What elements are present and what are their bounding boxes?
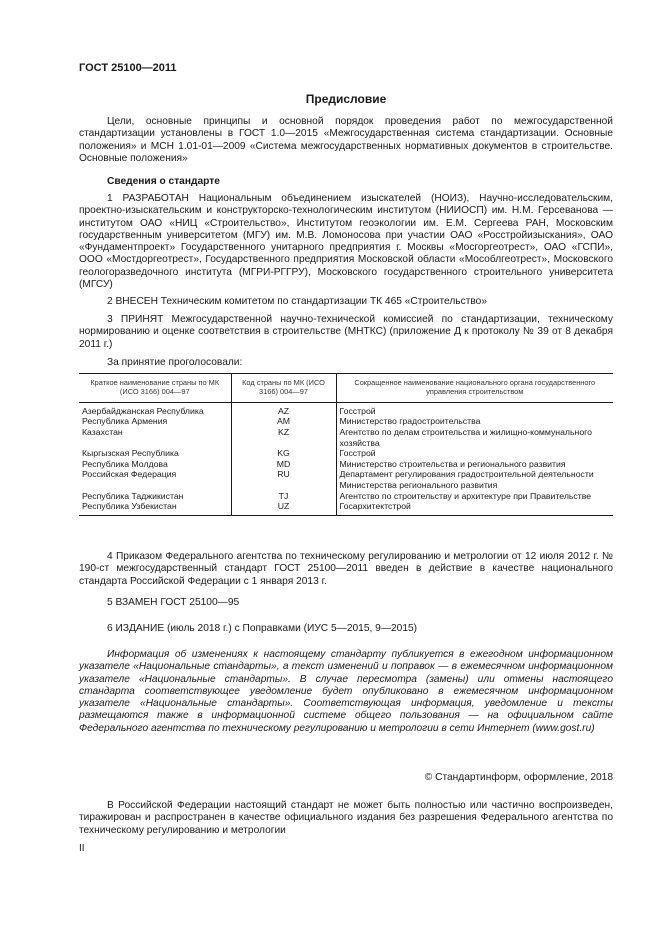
item-adopted: 3 ПРИНЯТ Межгосударственной научно-технической комиссией по стандартизации, техническому нормированию и оценке соответствия в строительстве (МНТКС) (приложение Д к протоколу № 39 от 8 декабря 2011 г.) bbox=[79, 314, 613, 350]
code-cell: TJ bbox=[231, 491, 336, 502]
country-cell: Республика Узбекистан bbox=[82, 501, 177, 512]
authority-cell: Госстрой bbox=[336, 448, 613, 459]
authority-cell: Госстрой bbox=[336, 402, 613, 416]
copyright: © Стандартинформ, оформление, 2018 bbox=[424, 772, 613, 783]
table-row bbox=[79, 459, 613, 470]
header-code: Код страны по МК (ИСО 3166) 004—97 bbox=[231, 374, 336, 403]
vote-caption: За принятие проголосовали: bbox=[107, 357, 243, 368]
authority-cell: Госархитектстрой bbox=[336, 501, 613, 515]
authority-cell: Агентство по строительству и архитектуре при Правительстве bbox=[336, 491, 613, 502]
item-order: 4 Приказом Федерального агентства по техническому регулированию и метрологии от 12 июля 2012 г. № 190-ст межгосударственный стандарт ГОСТ 25100—2011 введен в действие в качестве национального стандарта Российской Федерации с 1 января 2013 г. bbox=[79, 551, 613, 587]
code-cell: AM bbox=[231, 416, 336, 427]
item-introduced: 2 ВНЕСЕН Техническим комитетом по стандартизации ТК 465 «Строительство» bbox=[107, 296, 487, 307]
changes-notice: Информация об изменениях к настоящему стандарту публикуется в ежегодном информационном указателе «Национальные стандарты», а текст изменений и поправок — в ежемесячном информационном указателе «Национальные стандарты». В случае пересмотра (замены) или отмены настоящего стандарта соответствующее уведомление будет опубликовано в ежемесячном информационном указателе «Национальные стандарты». Соответствующая информация, уведомление и тексты размещаются также в информационной системе общего пользования — на официальном сайте Федерального агентства по техническому регулированию и метрологии в сети Интернет (www.gost.ru) bbox=[79, 649, 613, 734]
country-cell: Российская Федерация bbox=[82, 469, 177, 480]
authority-cell: Департамент регулирования градостроительной деятельности Министерства регионального развития bbox=[336, 469, 613, 490]
table-row bbox=[79, 491, 613, 502]
table-row bbox=[79, 501, 613, 515]
table-row bbox=[79, 402, 613, 416]
country-cell: Республика Таджикистан bbox=[82, 490, 184, 501]
document-code: ГОСТ 25100—2011 bbox=[79, 62, 177, 74]
rights-notice: В Российской Федерации настоящий стандарт не может быть полностью или частично воспроизведен, тиражирован и распространен в качестве официального издания без разрешения Федерального агентства по техническому регулированию и метрологии bbox=[79, 800, 613, 836]
table-row bbox=[79, 416, 613, 427]
code-cell: RU bbox=[231, 469, 336, 490]
code-cell: KZ bbox=[231, 427, 336, 448]
item-developed: 1 РАЗРАБОТАН Национальным объединением изыскателей (НОИЗ), Научно-исследовательским, проектно-изыскательским и конструкторско-технологическим институтом (НИИОСП) им. Н.М. Герсеванова — институтом ОАО «НИЦ «Строительство», Институтом геоэкологии им. Е.М. Сергеева РАН, Московским государственным университетом (МГУ) им. М.В. Ломоносова при участии ОАО «Росстройизыскания», ОАО «Фундаментпроект» Государственного унитарного предприятия г. Москвы «Мосгоргеотрест», ОАО «ГСПИ», ООО «Мостдоргеотрест», Государственного предприятия Московской области «Мособлгеотрест», Московского геологоразведочного института (МГРИ-РГГРУ), Московского государственного строительного университета (МГСУ) bbox=[79, 193, 613, 291]
standard-info-heading: Сведения о стандарте bbox=[107, 176, 220, 187]
table-row bbox=[79, 427, 613, 448]
country-cell: Азербайджанская Республика bbox=[82, 405, 204, 416]
page-number: II bbox=[79, 843, 85, 854]
authority-cell: Министерство строительства и регионального развития bbox=[336, 459, 613, 470]
vote-table bbox=[79, 373, 613, 516]
code-cell: AZ bbox=[231, 402, 336, 416]
item-edition: 6 ИЗДАНИЕ (июль 2018 г.) с Поправками (ИУС 5—2015, 9—2015) bbox=[107, 623, 418, 634]
authority-cell: Министерство градостроительства bbox=[336, 416, 613, 427]
code-cell: KG bbox=[231, 448, 336, 459]
item-replaced: 5 ВЗАМЕН ГОСТ 25100—95 bbox=[107, 597, 240, 608]
country-cell: Казахстан bbox=[82, 427, 123, 437]
page-title: Предисловие bbox=[305, 92, 387, 106]
table-row bbox=[79, 448, 613, 459]
header-country: Краткое наименование страны по МК (ИСО 3166) 004—97 bbox=[79, 374, 231, 403]
country-cell: Республика Армения bbox=[82, 416, 168, 427]
country-cell: Кыргызская Республика bbox=[82, 448, 179, 459]
header-authority: Сокращенное наименование национального органа государственного управления строительством bbox=[336, 374, 613, 403]
code-cell: MD bbox=[231, 459, 336, 470]
country-cell: Республика Молдова bbox=[82, 458, 168, 469]
vote-table-header bbox=[79, 374, 613, 403]
table-row bbox=[79, 469, 613, 490]
intro-paragraph: Цели, основные принципы и основной порядок проведения работ по межгосударственной стандартизации установлены в ГОСТ 1.0—2015 «Межгосударственная система стандартизации. Основные положения» и МСН 1.01-01—2009 «Система межгосударственных нормативных документов в строительстве. Основные положения» bbox=[79, 116, 613, 164]
authority-cell: Агентство по делам строительства и жилищно-коммунального хозяйства bbox=[336, 427, 613, 448]
code-cell: UZ bbox=[231, 501, 336, 515]
